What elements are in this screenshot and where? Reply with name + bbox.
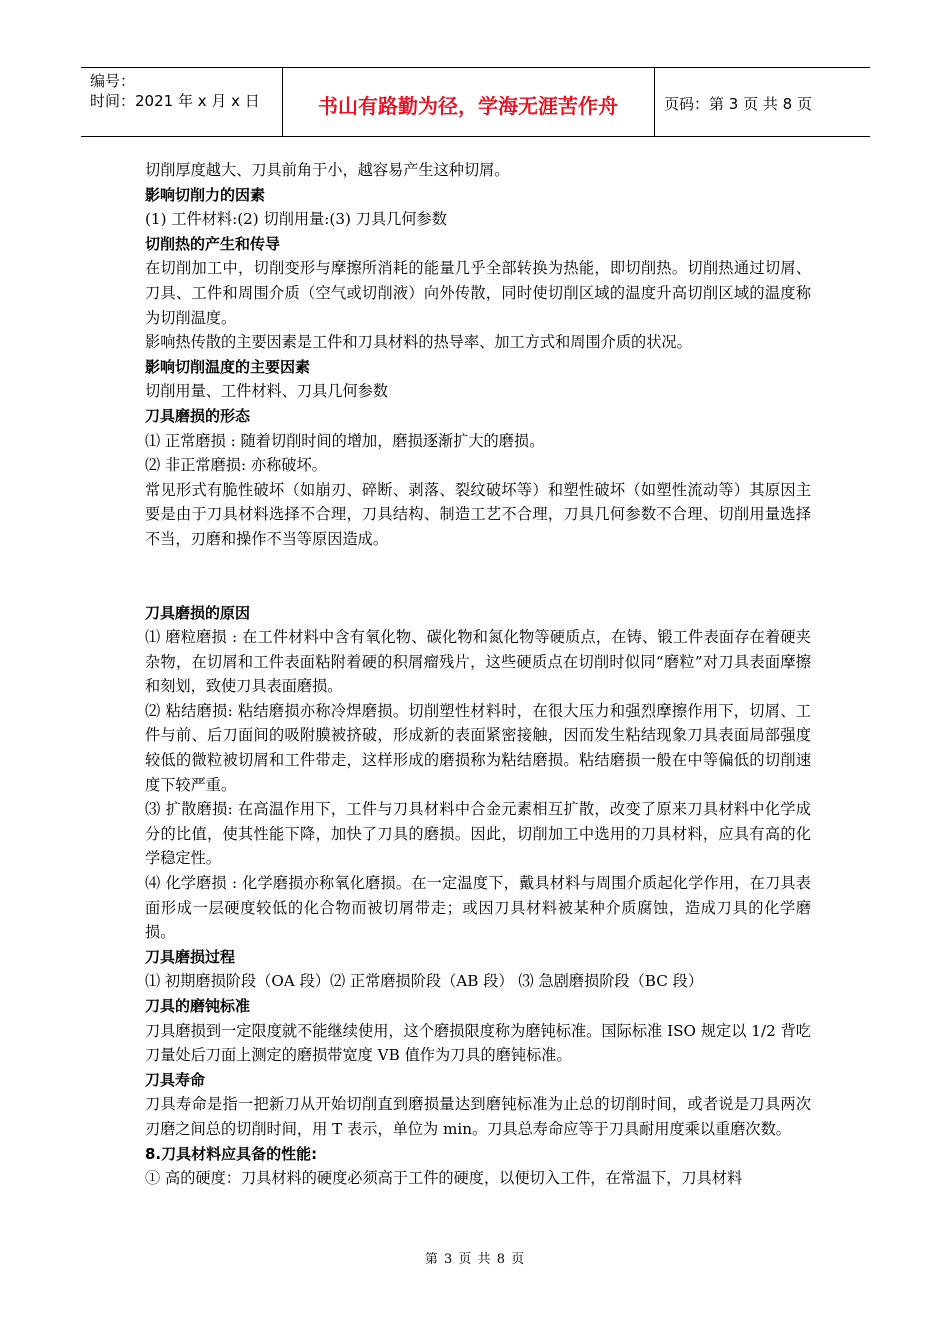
- paragraph: 切削用量、工件材料、刀具几何参数: [145, 382, 388, 401]
- section-heading: 8.刀具材料应具备的性能:: [145, 1144, 318, 1163]
- paragraph: (1) 工件材料:(2) 切削用量:(3) 刀具几何参数: [145, 210, 447, 229]
- paragraph: 切削厚度越大、刀具前角于小，越容易产生这种切屑。: [145, 161, 510, 179]
- blank-space: [145, 552, 811, 601]
- paragraph: ⑴ 初期磨损阶段（OA 段）⑵ 正常磨损阶段（AB 段） ⑶ 急剧磨损阶段（BC 段）: [145, 972, 704, 991]
- paragraph: 在切削加工中，切削变形与摩擦所消耗的能量几乎全部转换为热能，即切削热。切削热通过切屑、刀具、工件和周围介质（空气或切削液）向外传散，同时使切削区域的温度升高切削区域的温度称为切削温度。: [145, 259, 811, 327]
- paragraph: ① 高的硬度：刀具材料的硬度必须高于工件的硬度，以便切入工件，在常温下，刀具材料: [145, 1169, 743, 1188]
- section-heading: 刀具磨损过程: [145, 947, 236, 966]
- paragraph: ⑷ 化学磨损 : 化学磨损亦称氧化磨损。在一定温度下，戴具材料与周围介质起化学作用，在刀具表面形成一层硬度较低的化合物而被切屑带走；或因刀具材料被某种介质腐蚀，造成刀具的化学磨损。: [145, 874, 811, 942]
- section-heading: 影响切削温度的主要因素: [145, 357, 311, 376]
- date-label: 时间：2021 年 x 月 x 日: [90, 92, 260, 110]
- section-heading: 影响切削力的因素: [145, 185, 266, 204]
- paragraph: ⑶ 扩散磨损: 在高温作用下，工件与刀具材料中合金元素相互扩散，改变了原来刀具材料中化学成分的比值，使其性能下降，加快了刀具的磨损。因此，切削加工中选用的刀具材料，应具有高的化学稳定性。: [145, 800, 811, 868]
- section-heading: 切削热的产生和传导: [145, 234, 281, 253]
- code-label: 编号：: [90, 72, 136, 90]
- section-heading: 刀具的磨钝标准: [145, 997, 251, 1015]
- paragraph: ⑴ 正常磨损 : 随着切削时间的增加，磨损逐渐扩大的磨损。: [145, 431, 545, 450]
- paragraph: ⑵ 非正常磨损: 亦称破坏。: [145, 456, 327, 475]
- document-body: [145, 158, 811, 1191]
- paragraph: 常见形式有脆性破坏（如崩刃、碎断、剥落、裂纹破坏等）和塑性破坏（如塑性流动等）其原因主要是由于刀具材料选择不合理，刀具结构、制造工艺不合理，刀具几何参数不合理、切削用量选择不当，刃磨和操作不当等原因造成。: [145, 480, 811, 548]
- section-heading: 刀具磨损的原因: [145, 603, 251, 622]
- paragraph: ⑵ 粘结磨损: 粘结磨损亦称冷焊磨损。切削塑性材料时，在很大压力和强烈摩擦作用下，切屑、工件与前、后刀面间的吸附膜被挤破，形成新的表面紧密接触，因而发生粘结现象刀具表面局部强度较低的微粒被切屑和工件带走，这样形成的磨损称为粘结磨损。粘结磨损一般在中等偏低的切削速度下较严重。: [145, 701, 811, 794]
- page-footer: 第 3 页 共 8 页: [424, 1252, 526, 1267]
- page-header: [81, 67, 870, 137]
- header-motto: 书山有路勤为径，学海无涯苦作舟: [318, 94, 618, 118]
- paragraph: ⑴ 磨粒磨损 : 在工件材料中含有氧化物、碳化物和氮化物等硬质点，在铸、锻工件表面存在着硬夹杂物，在切屑和工件表面粘附着硬的积屑瘤残片，这些硬质点在切削时似同“磨粒”对刀具表面摩擦和刻划，致使刀具表面磨损。: [145, 628, 811, 696]
- paragraph: 影响热传散的主要因素是工件和刀具材料的热导率、加工方式和周围介质的状况。: [145, 333, 692, 352]
- header-divider: [654, 68, 655, 136]
- paragraph: 刀具磨损到一定限度就不能继续使用，这个磨损限度称为磨钝标准。国际标准 ISO 规定以 1/2 背吃刀量处后刀面上测定的磨损带宽度 VB 值作为刀具的磨钝标准。: [145, 1021, 811, 1065]
- header-meta: [90, 71, 280, 111]
- header-page-info: 页码：第 3 页 共 8 页: [664, 95, 812, 113]
- section-heading: 刀具磨损的形态: [145, 406, 251, 425]
- paragraph: 刀具寿命是指一把新刀从开始切削直到磨损量达到磨钝标准为止总的切削时间，或者说是刀具两次刃磨之间总的切削时间，用 T 表示，单位为 min。刀具总寿命应等于刀具耐用度乘以重磨次数。: [145, 1095, 811, 1138]
- section-heading: 刀具寿命: [145, 1070, 206, 1089]
